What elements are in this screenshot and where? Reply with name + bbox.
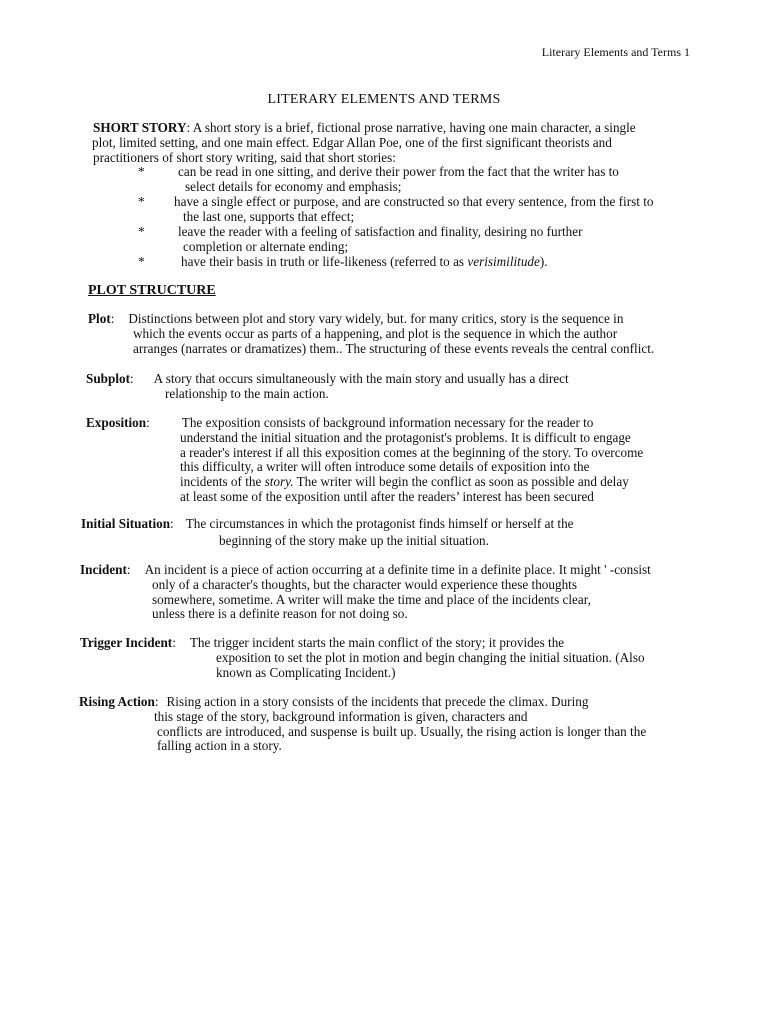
short-story-bullet-4: * have their basis in truth or life-likeness (referred to as verisimilitude). [138,254,548,269]
document-title: LITERARY ELEMENTS AND TERMS [267,92,501,107]
short-story-bullet-1: * can be read in one sitting, and derive their power from the fact that the writer has to select details for economy and emphasis; [138,164,619,194]
bullet-marker: * [138,164,145,179]
term-incident: Incident [80,562,127,577]
definition-trigger-incident: Trigger Incident: The trigger incident starts the main conflict of the story; it provides the exposition to set the plot in motion and begin changing the initial situation. (Also known as Complicating Incident.) [80,635,645,680]
definition-subplot: Subplot: A story that occurs simultaneously with the main story and usually has a direct relationship to the main action. [86,371,569,401]
term-rising-action: Rising Action [79,694,155,709]
bullet-marker: * [138,224,145,239]
bullet-marker: * [138,194,145,209]
bullet-marker: * [138,254,145,269]
term-initial-situation: Initial Situation [81,516,171,531]
term-plot: Plot [88,311,111,326]
term-short-story: SHORT STORY [93,120,187,135]
short-story-bullet-3: * leave the reader with a feeling of satisfaction and finality, desiring no further completion or alternate ending; [138,224,583,254]
term-exposition: Exposition [86,415,147,430]
definition-plot: Plot: Distinctions between plot and story vary widely, but. for many critics, story is the sequence in which the events occur as parts of a happening, and plot is the sequence in which the author arranges (narrates or dramatizes) them.. The structuring of these events reveals the central conflict. [88,311,655,356]
definition-incident: Incident: An incident is a piece of action occurring at a definite time in a definite place. It might ' -consist only of a character's thoughts, but the character would experience these thoughts somewhere, sometime. A writer will make the time and place of the incidents clear, unless there is a definite reason for not doing so. [80,562,651,622]
section-heading-plot-structure: PLOT STRUCTURE [88,283,216,298]
short-story-definition: SHORT STORY: A short story is a brief, fictional prose narrative, having one main character, a single plot, limited setting, and one main effect. Edgar Allan Poe, one of the first significant theorists and practitioners of short story writing, said that short stories: [92,120,636,165]
short-story-bullet-2: * have a single effect or purpose, and are constructed so that every sentence, from the first to the last one, supports that effect; [138,194,654,224]
definition-exposition: Exposition: The exposition consists of background information necessary for the reader to understand the initial situation and the protagonist's problems. It is difficult to engage a reader's interest if all this exposition comes at the beginning of the story. To overcome this difficulty, a writer will often introduce some details of exposition into the incidents of the story. The writer will begin the conflict as soon as possible and delay at least some of the exposition until after the readers’ interest has been secured [86,415,644,504]
definition-initial-situation: Initial Situation: The circumstances in which the protagonist finds himself or herself at the beginning of the story make up the initial situation. [81,516,574,548]
running-header: Literary Elements and Terms 1 [541,45,690,59]
definition-rising-action: Rising Action: Rising action in a story consists of the incidents that precede the climax. During this stage of the story, background information is given, characters and conflicts are introduced, and suspense is built up. Usually, the rising action is longer than the falling action in a story. [79,694,647,754]
term-trigger-incident: Trigger Incident [80,635,173,650]
term-subplot: Subplot [86,371,130,386]
